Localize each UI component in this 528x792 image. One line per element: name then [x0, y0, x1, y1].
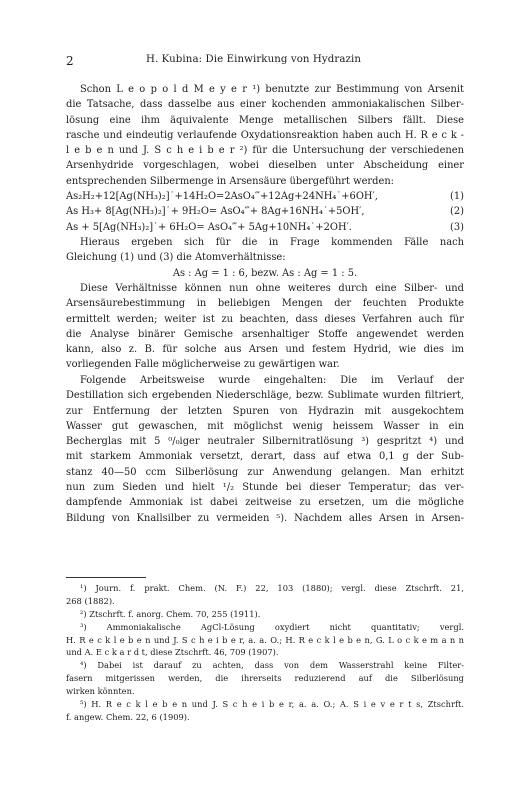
- text-line: Becherglas mit 5 ⁰/₀iger neutraler Silbernitratlösung ³) gespritzt ⁴) und: [66, 436, 464, 448]
- footnote-line: ²) Ztschrft. f. anorg. Chem. 70, 255 (1911).: [80, 608, 261, 619]
- text-line: dampfende Ammoniak ist dabei zeitweise zu ersetzen, um die mögliche: [66, 497, 464, 509]
- footnote-line: ⁵) H. R e c k l e b e n und J. S c h e i b e r, a. a. O.; A. S i e v e r t s, Ztschrft.: [80, 699, 464, 710]
- paragraph-4: [66, 373, 464, 526]
- footnotes: [66, 582, 464, 724]
- text-line: vorliegenden Falle möglicherweise zu gewärtigen war.: [66, 359, 340, 371]
- text-line: die Tatsache, dass dasselbe aus einer kochenden ammoniakalischen Silber-: [66, 99, 464, 111]
- text-line: Hieraus ergeben sich für die in Frage kommenden Fälle nach: [80, 237, 464, 248]
- footnote-4: [66, 659, 464, 698]
- text-line: Schon L e o p o l d M e y e r ¹) benutzte zur Bestimmung von Arsenit: [80, 84, 464, 95]
- text-line: zur Entfernung der letzten Spuren von Hydrazin mit ausgekochtem: [66, 405, 464, 417]
- text-line: lösung eine ihm äquivalente Menge metallischen Silbers fällt. Diese: [66, 114, 464, 126]
- equation-text: As H₃+ 8[Ag(NH₃)₂]˙+ 9H₂O= AsO₄‴+ 8Ag+16NH₄˙+5OH′,: [66, 206, 365, 218]
- footnote-line: ³) Ammoniakalische AgCl-Lösung oxydiert nicht quantitativ; vergl.: [80, 621, 464, 632]
- text-line: Bildung von Knallsilber zu vermeiden ⁵). Nachdem alles Arsen in Arsen-: [66, 512, 464, 524]
- footnote-line: ¹) Journ. f. prakt. Chem. (N. F.) 22, 103 (1880); vergl. diese Ztschrft. 21,: [80, 583, 464, 593]
- equation-number: (3): [450, 221, 464, 233]
- text-line: ermittelt werden; weiter ist zu beachten, dass dieses Verfahren auch für: [66, 313, 464, 325]
- page-number: 2: [66, 54, 74, 68]
- footnote-line: wirken könnten.: [66, 686, 135, 697]
- paragraph-1: [66, 82, 464, 189]
- text-line: Wasser gut gewaschen, mit möglichst wenig heissem Wasser in ein: [66, 420, 464, 432]
- footnote-rule: [66, 577, 146, 578]
- footnote-line: fasern mitgerissen werden, die ihrerseits reduzierend auf die Silberlösung: [66, 673, 464, 684]
- equation-text: As₂H₂+12[Ag(NH₃)₂]˙+14H₂O=2AsO₄‴+12Ag+24NH₄˙+6OH′,: [66, 191, 378, 202]
- equation-number: (2): [450, 206, 464, 218]
- footnote-5: [66, 698, 464, 724]
- footnote-line: ⁴) Dabei ist darauf zu achten, dass von dem Wasserstrahl keine Filter-: [80, 660, 464, 671]
- text-line: kann, also z. B. für solche aus Arsen und festem Hydrid, wie dies im: [66, 344, 464, 356]
- text-line: nun zum Sieden und hielt ¹/₂ Stunde bei dieser Temperatur; das ver-: [66, 482, 464, 494]
- text-line: stanz 40—50 ccm Silberlösung zur Anwendung gelangen. Man erhitzt: [66, 466, 464, 478]
- text-line: mit starkem Ammoniak versetzt, derart, dass auf etwa 0,1 g der Sub-: [66, 451, 464, 463]
- text-line: l e b e n und J. S c h e i b e r ²) für die Untersuchung der verschiedenen: [66, 145, 464, 157]
- paragraph-2: [66, 235, 464, 281]
- text-line: die Analyse binärer Gemische arsenhaltiger Stoffe angewendet werden: [66, 328, 464, 340]
- text-line: Diese Verhältnisse können nun ohne weiteres durch eine Silber- und: [80, 283, 464, 294]
- footnote-line: und A. E c k a r d t, diese Ztschrft. 46, 709 (1907).: [66, 647, 279, 658]
- equations: [66, 189, 464, 235]
- footnote-1: [66, 582, 464, 608]
- equation-number: (1): [450, 191, 464, 202]
- footnote-2: [66, 608, 464, 621]
- footnote-3: [66, 621, 464, 660]
- text-line: Arsensäurebestimmung in beliebigen Mengen der feuchten Produkte: [66, 298, 464, 310]
- equation-2: [66, 204, 464, 219]
- paragraph-3: [66, 281, 464, 373]
- text-line: entsprechenden Silbermenge in Arsensäure übergeführt werden:: [66, 175, 395, 187]
- equation-1: [66, 189, 464, 204]
- equation-3: [66, 220, 464, 235]
- equation-text: As + 5[Ag(NH₃)₂]˙+ 6H₂O= AsO₄‴+ 5Ag+10NH₄˙+2OH′.: [66, 221, 352, 233]
- text-line: rasche und eindeutig verlaufende Oxydationsreaktion haben auch H. R e c k -: [66, 129, 464, 141]
- text-line: Arsenhydride vorgeschlagen, wobei dieselben unter Abscheidung einer: [66, 160, 464, 172]
- footnote-line: H. R e c k l e b e n und J. S c h e i b e r, a. a. O.; H. R e c k l e b e n, G. L o c k e m a n n: [66, 634, 464, 645]
- text-line: Folgende Arbeitsweise wurde eingehalten: Die im Verlauf der: [80, 375, 464, 386]
- footnote-line: f. angew. Chem. 22, 6 (1909).: [66, 711, 190, 722]
- running-title: H. Kubina: Die Einwirkung von Hydrazin: [146, 54, 362, 65]
- footnote-line: 268 (1882).: [66, 595, 115, 606]
- text-line: Gleichung (1) und (3) die Atomverhältnisse:: [66, 252, 286, 264]
- ratio-line: As : Ag = 1 : 6, bezw. As : Ag = 1 : 5.: [172, 267, 358, 279]
- text-line: Destillation sich ergebenden Niederschläge, bezw. Sublimate wurden filtriert,: [66, 390, 464, 402]
